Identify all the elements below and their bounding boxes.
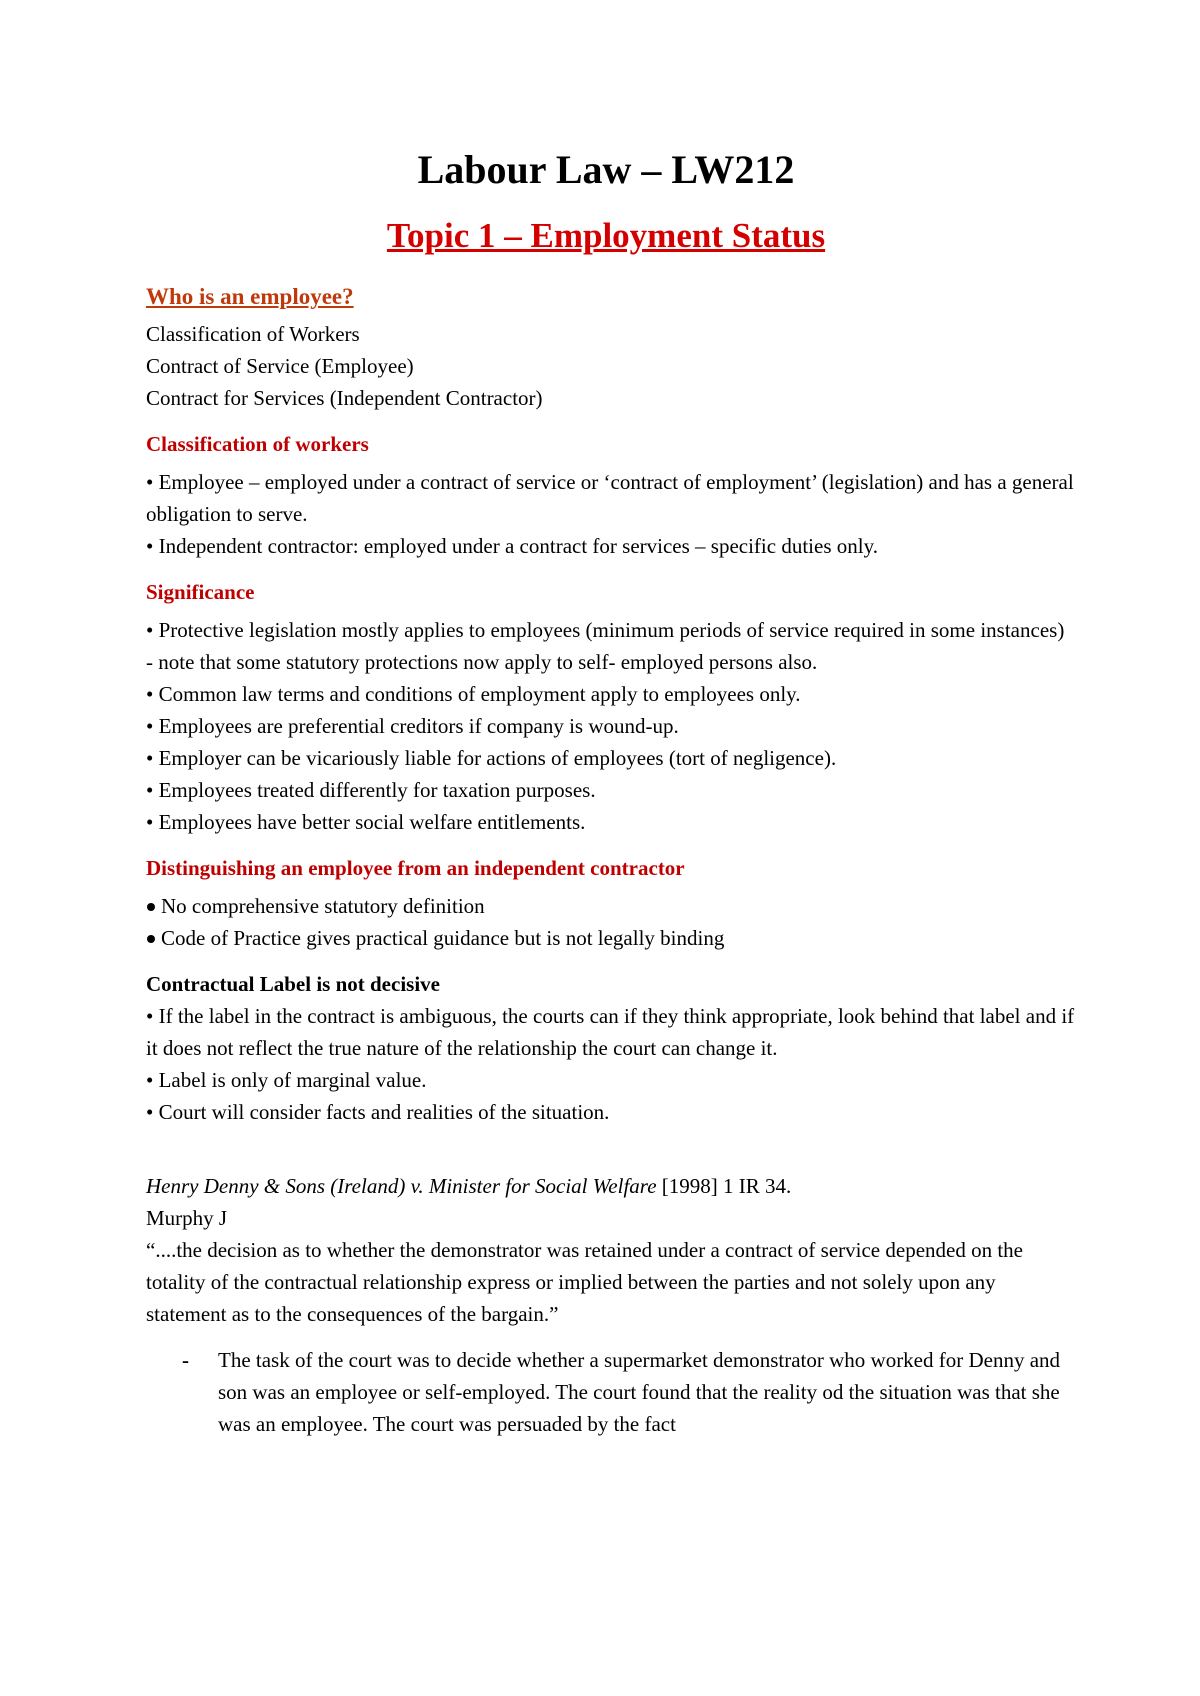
spacer: [146, 1128, 1076, 1170]
who-is-employee-line: Contract for Services (Independent Contractor): [146, 386, 543, 410]
case-quote: “....the decision as to whether the demonstrator was retained under a contract of service depended on the totality of the contractual relationship express or implied between the parties and not solely upon any statement as to the consequences of the bargain.”: [146, 1238, 1023, 1326]
case-note-item: [146, 1344, 1076, 1440]
contractual-label-item: • If the label in the contract is ambiguous, the courts can if they think appropriate, look behind that label and if it does not reflect the true nature of the relationship the court can change it.: [146, 1004, 1075, 1060]
significance-item: • Protective legislation mostly applies to employees (minimum periods of service required in some instances) - note that some statutory protections now apply to self- employed persons also.: [146, 618, 1065, 674]
case-note-text: The task of the court was to decide whether a supermarket demonstrator who worked for Denny and son was an employee or self-employed. The court found that the reality od the situation was that she was an employee. The court was persuaded by the fact: [218, 1348, 1061, 1436]
section-contractual-label: [146, 968, 1076, 1128]
contractual-label-heading: Contractual Label is not decisive: [146, 972, 440, 996]
case-reference: [146, 1170, 1076, 1202]
who-is-employee-line: Contract of Service (Employee): [146, 354, 414, 378]
document-body: [146, 280, 1076, 1440]
bullet-dot-icon: [147, 935, 155, 943]
document-title: Labour Law – LW212: [417, 147, 795, 192]
distinguishing-item: [146, 922, 1076, 954]
section-distinguishing: [146, 852, 1076, 954]
case-citation: [1998] 1 IR 34.: [656, 1174, 792, 1198]
classification-paragraph: • Independent contractor: employed under a contract for services – specific duties only.: [146, 534, 878, 558]
significance-heading: Significance: [146, 580, 255, 604]
distinguishing-item: [146, 890, 1076, 922]
significance-item: • Employer can be vicariously liable for actions of employees (tort of negligence).: [146, 746, 837, 770]
who-is-employee-heading: Who is an employee?: [146, 284, 354, 309]
significance-item: • Employees are preferential creditors if company is wound-up.: [146, 714, 679, 738]
classification-paragraph: • Employee – employed under a contract of service or ‘contract of employment’ (legislation) and has a general obligation to serve.: [146, 470, 1074, 526]
topic-title: Topic 1 – Employment Status: [386, 216, 826, 255]
bullet-dot-icon: [147, 903, 155, 911]
significance-item: • Employees have better social welfare entitlements.: [146, 810, 586, 834]
section-who-is-employee: [146, 280, 1076, 414]
who-is-employee-line: Classification of Workers: [146, 322, 360, 346]
case-name: Henry Denny & Sons (Ireland) v. Minister for Social Welfare: [146, 1174, 657, 1198]
section-classification: [146, 428, 1076, 562]
case-notes-list: [146, 1344, 1076, 1440]
distinguishing-item-text: Code of Practice gives practical guidance but is not legally binding: [161, 926, 725, 950]
case-judge: Murphy J: [146, 1206, 228, 1230]
dash-bullet-icon: -: [182, 1348, 189, 1372]
significance-item: • Common law terms and conditions of employment apply to employees only.: [146, 682, 801, 706]
distinguishing-heading: Distinguishing an employee from an independent contractor: [146, 856, 685, 880]
distinguishing-item-text: No comprehensive statutory definition: [161, 894, 485, 918]
section-significance: [146, 576, 1076, 838]
section-case: [146, 1170, 1076, 1440]
contractual-label-item: • Court will consider facts and realities of the situation.: [146, 1100, 610, 1124]
contractual-label-item: • Label is only of marginal value.: [146, 1068, 427, 1092]
classification-heading: Classification of workers: [146, 432, 369, 456]
significance-item: • Employees treated differently for taxation purposes.: [146, 778, 596, 802]
